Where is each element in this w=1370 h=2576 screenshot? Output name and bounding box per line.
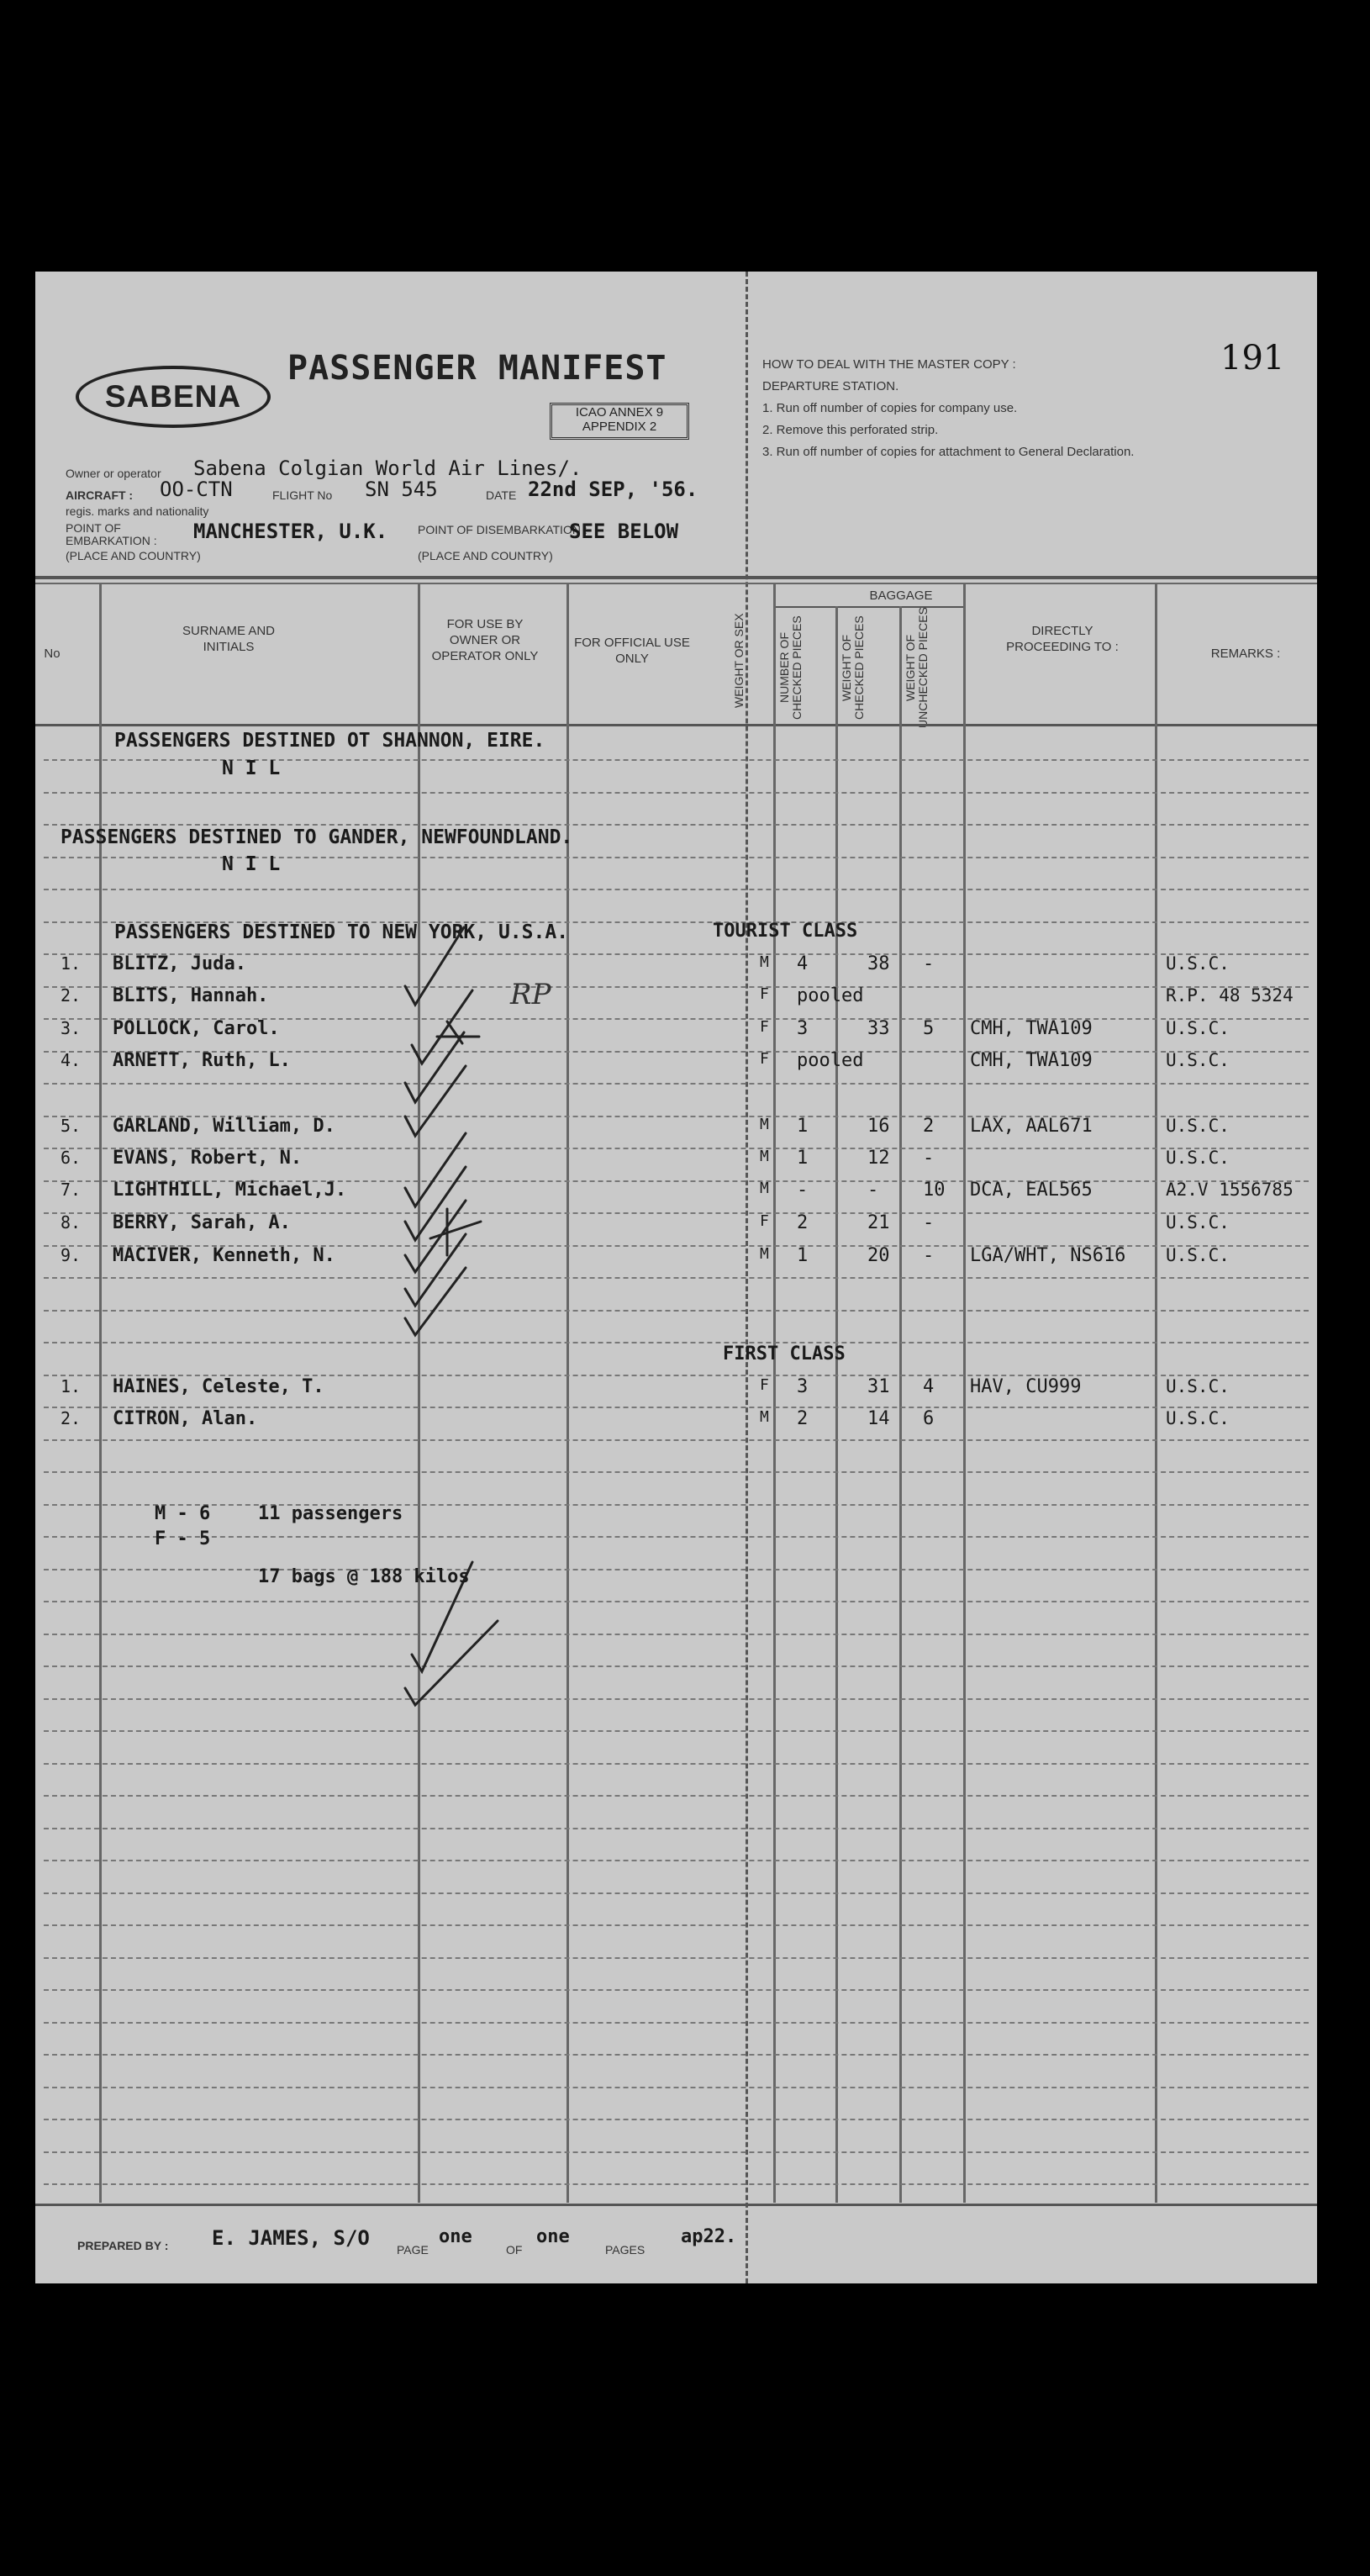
of-value: one: [536, 2226, 570, 2247]
totals-male: M - 6: [155, 1503, 211, 1524]
row-line: [44, 2151, 1309, 2153]
icao-box: [550, 403, 689, 440]
passenger-name: BERRY, Sarah, A.: [113, 1212, 291, 1233]
passenger-sex: M: [760, 1180, 769, 1197]
document-title: PASSENGER MANIFEST: [287, 349, 667, 388]
passenger-no: 2.: [61, 985, 82, 1006]
col-header-official-use: FOR OFFICIAL USE ONLY: [574, 636, 690, 666]
passenger-pcs: 1: [797, 1245, 809, 1266]
passenger-sex: F: [760, 1018, 769, 1036]
page-label: PAGE: [397, 2243, 429, 2257]
passenger-no: 9.: [61, 1245, 82, 1265]
first-class-label: FIRST CLASS: [723, 1343, 846, 1365]
check-mark: [405, 927, 464, 1005]
passenger-wt: 14: [867, 1408, 890, 1429]
passenger-remarks: R.P. 48 5324: [1166, 985, 1294, 1006]
embarkation-value: MANCHESTER, U.K.: [193, 520, 388, 543]
col-header-baggage: BAGGAGE: [869, 589, 933, 603]
passenger-name: EVANS, Robert, N.: [113, 1148, 303, 1169]
row-line: [44, 1342, 1309, 1343]
passenger-name: POLLOCK, Carol.: [113, 1018, 280, 1039]
column-header-rule: [35, 724, 1317, 726]
passenger-unchk: 6: [923, 1408, 935, 1429]
date-label: DATE: [486, 488, 517, 502]
row-line: [44, 2087, 1309, 2088]
passenger-unchk: 5: [923, 1018, 935, 1039]
passenger-pcs: pooled: [797, 1050, 864, 1071]
passenger-remarks: U.S.C.: [1166, 1212, 1230, 1233]
flight-label: FLIGHT No: [272, 488, 333, 502]
disembarkation-value: SEE BELOW: [569, 520, 679, 543]
section-shannon: PASSENGERS DESTINED OT SHANNON, EIRE.: [114, 730, 545, 752]
passenger-pcs: 3: [797, 1376, 809, 1397]
passenger-wt: 31: [867, 1376, 890, 1397]
col-header-weight-checked: WEIGHT OF CHECKED PIECES: [840, 615, 866, 721]
passenger-no: 6.: [61, 1148, 82, 1168]
row-line: [44, 2022, 1309, 2024]
passenger-pcs: 1: [797, 1148, 809, 1169]
col-header-weight-unchecked: WEIGHT OF UNCHECKED PIECES: [904, 607, 930, 729]
instructions-heading: HOW TO DEAL WITH THE MASTER COPY :: [762, 357, 1016, 372]
aircraft-value: OO-CTN: [160, 478, 233, 501]
passenger-name: BLITZ, Juda.: [113, 953, 246, 974]
baggage-rule: [775, 606, 964, 608]
passenger-name: GARLAND, William, D.: [113, 1116, 335, 1137]
passenger-remarks: U.S.C.: [1166, 1245, 1230, 1265]
passenger-no: 5.: [61, 1116, 82, 1136]
footer-rule: [35, 2204, 1317, 2206]
row-line: [44, 1569, 1309, 1570]
passenger-unchk: 4: [923, 1376, 935, 1397]
passenger-pcs: 4: [797, 953, 809, 974]
passenger-name: LIGHTHILL, Michael,J.: [113, 1180, 347, 1201]
row-line: [44, 1730, 1309, 1732]
prepared-by-value: E. JAMES, S/O: [212, 2226, 370, 2250]
passenger-sex: F: [760, 1376, 769, 1394]
passenger-pcs: 1: [797, 1116, 809, 1137]
master-copy-instructions: [729, 354, 1334, 463]
passenger-sex: F: [760, 985, 769, 1003]
row-line: [44, 824, 1309, 826]
of-label: OF: [506, 2243, 523, 2257]
row-line: [44, 1989, 1309, 1991]
handwritten-initials: RP: [510, 978, 551, 1011]
row-line: [44, 1277, 1309, 1279]
row-line: [44, 1536, 1309, 1538]
passenger-sex: M: [760, 953, 769, 971]
row-line: [44, 1698, 1309, 1700]
passenger-wt: 21: [867, 1212, 890, 1233]
passenger-sex: M: [760, 1116, 769, 1133]
passenger-remarks: A2.V 1556785: [1166, 1180, 1294, 1200]
aircraft-label: AIRCRAFT :: [66, 488, 134, 502]
row-line: [44, 1892, 1309, 1894]
passenger-wt: 38: [867, 953, 890, 974]
passenger-name: HAINES, Celeste, T.: [113, 1376, 324, 1397]
row-line: [44, 1634, 1309, 1635]
row-line: [44, 2183, 1309, 2185]
row-line: [44, 1828, 1309, 1829]
passenger-pcs: pooled: [797, 985, 864, 1006]
passenger-unchk: -: [923, 1212, 935, 1233]
totals-female: F - 5: [155, 1528, 211, 1549]
check-mark: [405, 1621, 498, 1705]
section-gander: PASSENGERS DESTINED TO GANDER, NEWFOUNDLAND.: [61, 826, 573, 848]
instruction-step: 3. Run off number of copies for attachment to General Declaration.: [762, 445, 1135, 459]
totals-passengers: 11 passengers: [258, 1503, 403, 1524]
row-line: [44, 1439, 1309, 1441]
sabena-logo: SABENA: [76, 366, 271, 428]
row-line: [44, 2119, 1309, 2120]
row-line: [44, 1471, 1309, 1473]
passenger-proc: HAV, CU999: [970, 1376, 1082, 1397]
col-header-remarks: REMARKS :: [1210, 647, 1281, 661]
col-header-owner-use: FOR USE BY OWNER OR OPERATOR ONLY: [431, 617, 539, 663]
passenger-no: 3.: [61, 1018, 82, 1038]
passenger-no: 2.: [61, 1408, 82, 1428]
check-mark: [405, 1133, 466, 1206]
prepared-by-label: PREPARED BY :: [77, 2239, 169, 2252]
disembarkation-label: POINT OF DISEMBARKATION :: [418, 523, 588, 536]
icao-line-1: ICAO ANNEX 9: [575, 405, 664, 420]
row-line: [44, 1957, 1309, 1959]
section-newyork: PASSENGERS DESTINED TO NEW YORK, U.S.A.: [114, 921, 569, 943]
row-line: [44, 2054, 1309, 2056]
passenger-wt: 33: [867, 1018, 890, 1039]
row-line: [44, 1860, 1309, 1861]
totals-bags: 17 bags @ 188 kilos: [258, 1566, 470, 1587]
col-header-num-checked: NUMBER OF CHECKED PIECES: [777, 615, 804, 721]
passenger-sex: F: [760, 1050, 769, 1068]
gander-nil: N I L: [222, 853, 281, 875]
passenger-unchk: -: [923, 1245, 935, 1266]
passenger-no: 4.: [61, 1050, 82, 1070]
passenger-name: MACIVER, Kenneth, N.: [113, 1245, 335, 1266]
col-header-surname: SURNAME AND INITIALS: [182, 624, 276, 654]
instruction-step: 2. Remove this perforated strip.: [762, 423, 939, 437]
check-mark: [412, 990, 472, 1064]
footer-code: ap22.: [681, 2226, 737, 2247]
col-header-proceeding: DIRECTLY PROCEEDING TO :: [1006, 624, 1119, 654]
row-line: [44, 1601, 1309, 1602]
passenger-no: 1.: [61, 953, 82, 974]
passenger-unchk: 10: [923, 1180, 946, 1201]
passenger-proc: DCA, EAL565: [970, 1180, 1093, 1201]
col-divider: [1155, 584, 1157, 2203]
row-line: [44, 1795, 1309, 1797]
passenger-remarks: U.S.C.: [1166, 1148, 1230, 1168]
tourist-class-label: TOURIST CLASS: [713, 921, 858, 942]
row-line: [44, 1924, 1309, 1926]
passenger-pcs: -: [797, 1180, 809, 1201]
passenger-wt: 16: [867, 1116, 890, 1137]
passenger-remarks: U.S.C.: [1166, 1408, 1230, 1428]
passenger-proc: LGA/WHT, NS616: [970, 1245, 1126, 1266]
owner-value: Sabena Colgian World Air Lines/.: [193, 457, 582, 480]
passenger-name: ARNETT, Ruth, L.: [113, 1050, 291, 1071]
passenger-name: CITRON, Alan.: [113, 1408, 258, 1429]
col-header-weight-sex: WEIGHT OR SEX: [732, 613, 746, 708]
flight-value: SN 545: [365, 478, 438, 501]
disembarkation-sublabel: (PLACE AND COUNTRY): [418, 549, 553, 562]
passenger-no: 8.: [61, 1212, 82, 1233]
passenger-wt: 20: [867, 1245, 890, 1266]
passenger-unchk: 2: [923, 1116, 935, 1137]
passenger-proc: CMH, TWA109: [970, 1050, 1093, 1071]
col-header-no: No: [44, 647, 61, 661]
passenger-no: 1.: [61, 1376, 82, 1396]
row-line: [44, 889, 1309, 890]
row-line: [44, 1763, 1309, 1765]
row-line: [44, 792, 1309, 794]
passenger-pcs: 2: [797, 1212, 809, 1233]
passenger-name: BLITS, Hannah.: [113, 985, 269, 1006]
passenger-wt: 12: [867, 1148, 890, 1169]
passenger-remarks: U.S.C.: [1166, 1018, 1230, 1038]
passenger-wt: -: [867, 1180, 879, 1201]
header-rule: [35, 576, 1317, 579]
col-divider: [773, 584, 776, 2203]
row-line: [44, 1504, 1309, 1506]
embarkation-label: POINT OF EMBARKATION :: [66, 521, 157, 547]
passenger-remarks: U.S.C.: [1166, 1050, 1230, 1070]
row-line: [44, 1665, 1309, 1667]
passenger-pcs: 3: [797, 1018, 809, 1039]
col-divider: [899, 606, 902, 2203]
instruction-step: 1. Run off number of copies for company use.: [762, 401, 1018, 415]
passenger-no: 7.: [61, 1180, 82, 1200]
aircraft-sublabel: regis. marks and nationality: [66, 504, 209, 518]
passenger-pcs: 2: [797, 1408, 809, 1429]
passenger-proc: CMH, TWA109: [970, 1018, 1093, 1039]
passenger-remarks: U.S.C.: [1166, 1376, 1230, 1396]
passenger-sex: M: [760, 1148, 769, 1165]
page-number: 191: [1220, 339, 1285, 377]
passenger-proc: LAX, AAL671: [970, 1116, 1093, 1137]
row-line: [44, 1083, 1309, 1085]
passenger-remarks: U.S.C.: [1166, 1116, 1230, 1136]
passenger-unchk: -: [923, 953, 935, 974]
col-divider: [963, 584, 966, 2203]
col-divider: [835, 606, 838, 2203]
owner-label: Owner or operator: [66, 467, 161, 480]
date-value: 22nd SEP, '56.: [528, 478, 698, 501]
manifest-sheet: [35, 272, 1317, 2283]
passenger-unchk: -: [923, 1148, 935, 1169]
passenger-sex: M: [760, 1245, 769, 1263]
pages-label: PAGES: [605, 2243, 645, 2257]
header-rule-2: [35, 583, 1317, 584]
passenger-sex: F: [760, 1212, 769, 1230]
shannon-nil: N I L: [222, 757, 281, 779]
passenger-remarks: U.S.C.: [1166, 953, 1230, 974]
icao-line-2: APPENDIX 2: [582, 420, 657, 434]
embarkation-sublabel: (PLACE AND COUNTRY): [66, 549, 201, 562]
check-mark: [405, 1032, 464, 1102]
page-value: one: [439, 2226, 472, 2247]
instructions-subheading: DEPARTURE STATION.: [762, 379, 899, 393]
passenger-sex: M: [760, 1408, 769, 1426]
row-line: [44, 1310, 1309, 1312]
